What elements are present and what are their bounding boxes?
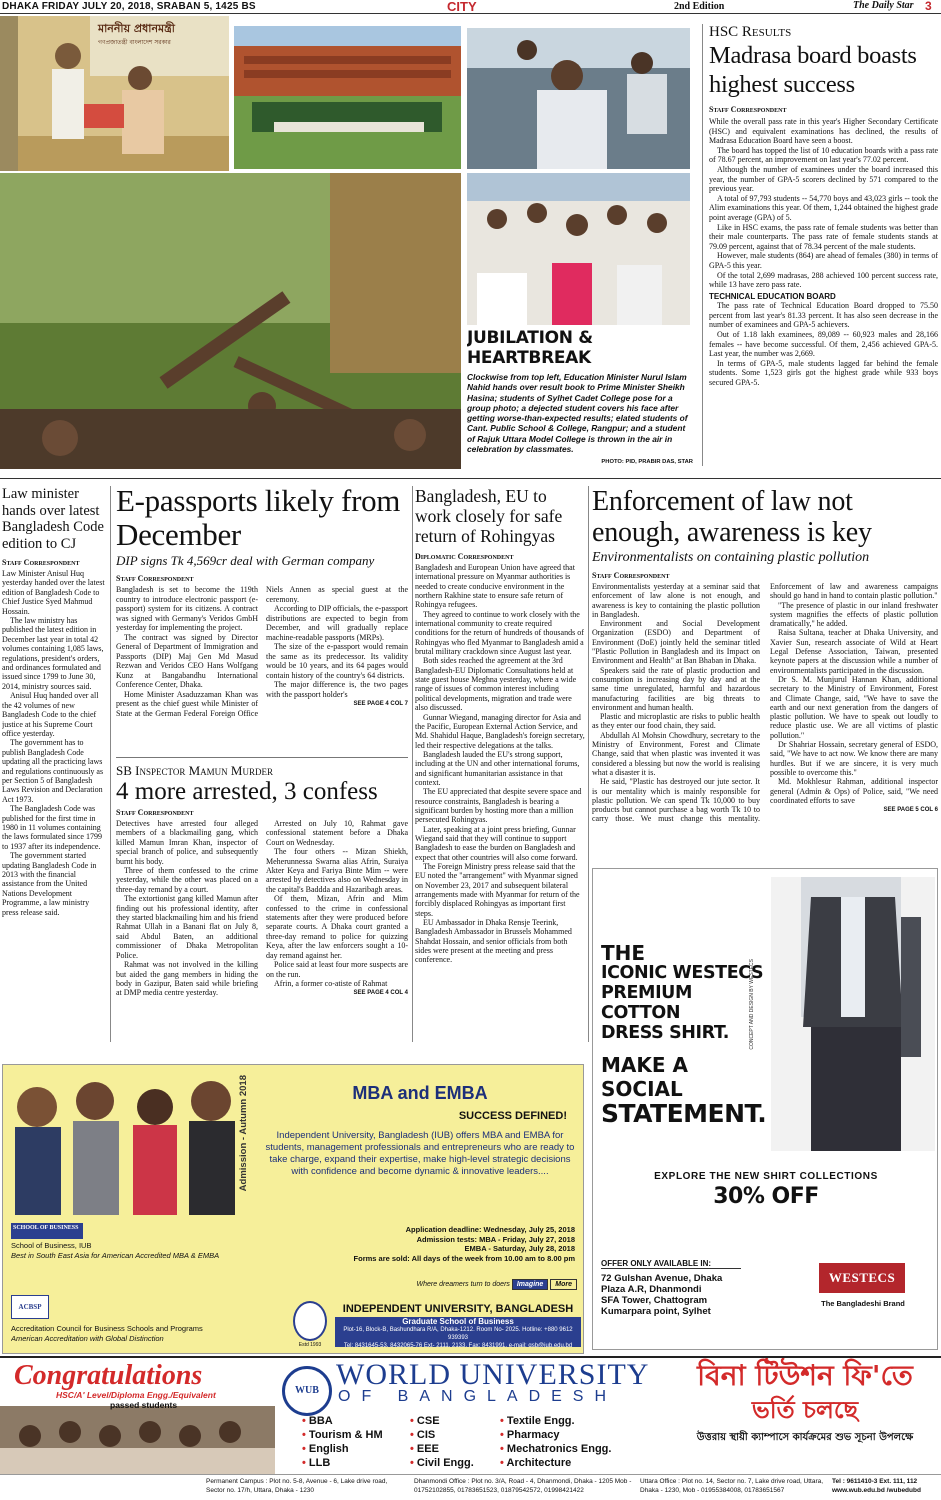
wub-program: • Pharmacy (500, 1429, 560, 1441)
plastic-paragraph: Environmentalists yesterday at a seminar said that enforcement of law alone is not enough, and awareness is key to containing the plastic pollution in Bangladesh. (592, 582, 760, 619)
wub-passed: passed students (110, 1400, 178, 1410)
iub-grad-school: Graduate School of Business (402, 1317, 514, 1326)
column-rule (412, 486, 413, 1042)
eu-headline: Bangladesh, EU to work closely for safe return of Rohingyas (415, 486, 563, 546)
more-label: More (550, 1279, 577, 1290)
photo-credit: PHOTO: PID, PRABIR DAS, STAR (601, 459, 693, 466)
plastic-byline: Staff Correspondent (592, 571, 670, 580)
acbsp-logo: ACBSP (11, 1295, 49, 1319)
hsc-paragraph: A total of 97,793 students -- 54,770 boys and 43,023 girls -- took the Alim examinations this year. Of them, 1,244 obtained the highest grade point average (GPA) of 5. (709, 193, 938, 222)
westecs-location: SFA Tower, Chattogram (601, 1295, 708, 1306)
westecs-ad (592, 868, 938, 1350)
westecs-line-4: DRESS SHIRT. (601, 1023, 730, 1043)
iub-logo (293, 1301, 327, 1341)
iub-accred-line-1: Accreditation Council for Business Schools and Programs (11, 1324, 203, 1333)
eu-paragraph: Both sides reached the agreement at the 3rd Bangladesh-EU Diplomatic Consultations held at state guest house Meghna yesterday, where a wide range of issues of common interest including political developments, migration and trade were also discussed. (415, 656, 577, 713)
plastic-paragraph: Raisa Sultana, teacher at Dhaka University, and Xavier Sun, research associate of Wild at Heart Legal Defense Association, Taiwan, presented keynote papers at the discussion while a number of environmentalists participated in the discussion. (770, 628, 938, 675)
mamun-byline: Staff Correspondent (116, 808, 194, 817)
westecs-line-2: ICONIC WESTECS (601, 963, 764, 983)
dateline: DHAKA FRIDAY JULY 20, 2018, SRABAN 5, 1425 BS (2, 1, 256, 12)
iub-emba-test: EMBA - Saturday, July 28, 2018 (464, 1244, 575, 1253)
iub-forms: Forms are sold: All days of the week from 10.00 am to 8.00 pm (353, 1253, 575, 1263)
mamun-paragraph: Rahmat was not involved in the killing but aided the gang members in hiding the body in Gazipur, Baten said while briefing at DMP media centre yesterday. (116, 960, 258, 998)
wub-congrats: Congratulations (14, 1360, 203, 1391)
section-name: CITY (447, 0, 477, 14)
wub-ad (0, 1356, 941, 1500)
hsc-kicker: HSC Results (709, 24, 792, 40)
iub-address-bar (335, 1317, 581, 1347)
epass-continued: SEE PAGE 4 COL 7 (353, 701, 408, 707)
wub-program: • Textile Engg. (500, 1415, 575, 1427)
eu-paragraph: They agreed to continue to work closely with the international community to create required conditions for the return of hundreds of thousands of Rohingyas who fled Myanmar to Bangladesh amid a brutal military crackdown since August last year. (415, 609, 584, 657)
law-story (2, 486, 106, 1046)
plastic-paragraph: Md. Mokhlesur Rahman, additional inspector general (Admin & Ops) of Police, said, "We need coordinated efforts to save (770, 777, 938, 805)
hsc-story (709, 24, 938, 469)
hsc-byline: Staff Correspondent (709, 105, 787, 114)
wub-footer-uttara: Uttara Office : Plot no. 14, Sector no. 7, Lake drive road, Uttara, Dhaka - 1230, Mob - 01955384008, 01783651567 (640, 1478, 824, 1494)
banner-text-1: মাননীয় প্রধানমন্ত্রী (98, 22, 175, 35)
iub-school-line-1: School of Business, IUB (11, 1241, 92, 1250)
photo-pm-handover (0, 16, 229, 171)
column-rule (588, 486, 589, 1042)
westecs-line-5: MAKE A SOCIAL (601, 1053, 688, 1101)
iub-school-line-2: Best in South East Asia for American Accredited MBA & EMBA (11, 1251, 220, 1260)
wub-program: • BBA (302, 1415, 333, 1427)
plastic-paragraph: Abdullah Al Mohsin Chowdhury, secretary to the Ministry of Environment, Forest and Climate Change, said that when plastic was invented it was considered a blessing but now the world is realising what a disaster it is. (592, 730, 760, 777)
law-paragraph: The Bangladesh Code was published for the first time in 1980 in 11 volumes containing the laws formulated since 1799 to 1937 after its independence. (2, 804, 102, 851)
wub-bangla-line-2: ভর্তি চলছে (751, 1396, 859, 1424)
jubilation-caption-block (467, 328, 693, 470)
iub-school-logo: SCHOOL OF BUSINESS (11, 1223, 83, 1239)
photo-cadet-college (234, 26, 461, 169)
eu-paragraph: Bangladesh and European Union have agreed that international pressure on Myanmar authorities is needed to create conducive environment in the northern Rakhine state to ensure safe return of Rohingya refugees. (415, 563, 575, 610)
imagine-label: Imagine (512, 1279, 548, 1290)
wub-programs-col-3 (500, 1414, 630, 1470)
mamun-continued: SEE PAGE 4 COL 4 (353, 990, 408, 997)
eu-paragraph: EU Ambassador in Dhaka Rensje Teerink, Bangladesh Ambassador in Brussels Mohammed Shahdat Hossain, and senior officials from both sides were present at the meeting and press conference. (415, 918, 572, 965)
plastic-paragraph: He said, "Plastic has destroyed our jute sector. It is our mentality which is mainly responsible for plastic pollution. We can spend Tk 10,000 to buy products but cannot purchase a bag worth Tk 10 to carry those. We must change this mentality. Enforcement of law and awareness campaigns should go hand in hand to contain plastic pollution." (592, 582, 938, 824)
eu-paragraph: Gunnar Wiegand, managing director for Asia and the Pacific, European External Action Service, and Md. Shahidul Haque, Bangladesh's foreign secretary, led their respective delegations at the talks. (415, 712, 585, 750)
edition-label: 2nd Edition (674, 1, 725, 12)
epass-deck: DIP signs Tk 4,569cr deal with German company (116, 553, 375, 568)
wub-bangla-line-3: উত্তরায় স্থায়ী ক্যাম্পাসে কার্যক্রমের শুভ সূচনা উপলক্ষে (696, 1432, 914, 1443)
column-rule (702, 24, 703, 466)
jubilation-caption: Clockwise from top left, Education Minister Nurul Islam Nahid hands over result book to Prime Minister Sheikh Hasina; students of Sylhet Cadet College pose for a group photo; a dejected student covers his face after getting worse-than-expected results; elated students of Cant. Public School & College, Rangpur; and a student of Rajuk Uttara Model College is thrown in the air in celebration by classmates. (467, 372, 688, 455)
law-paragraph: Law Minister Anisul Huq yesterday handed over the latest edition of Bangladesh Code to Chief Justice Syed Mahmud Hossain. (2, 569, 105, 616)
wub-logo: WUB (282, 1366, 332, 1416)
iub-accred-line-2: American Accreditation with Global Distinction (11, 1333, 164, 1343)
westecs-side-text: CONCEPT AND DESIGN BY WESTECS (749, 959, 755, 1050)
westecs-available: OFFER ONLY AVAILABLE IN: (601, 1259, 741, 1269)
iub-ad (2, 1064, 584, 1354)
wub-footer-campus: Permanent Campus : Plot no. 5-8, Avenue - 6, Lake drive road, Sector no. 17/h, Uttara, Dhaka - 1230 (206, 1478, 388, 1494)
wub-programs-col-1 (302, 1414, 394, 1470)
mamun-paragraph: Of them, Mizan, Afrin and Mim confessed to the crime in confessional statements after they were produced before separate courts. A Dhaka court granted a three-day remand to police for quizzing Keya, after the law enforcers sought a 10-day remand against her. (266, 894, 408, 960)
westecs-line-3: PREMIUM COTTON (601, 983, 693, 1023)
plastic-paragraph: Dr S. M. Munjurul Hannan Khan, additional secretary to the Ministry of Environment, Forest and Climate Change, said, "We have to save the earth and our next generation from the dangers of plastic pollution. We have to speak out loudly to reduce plastic use. We are all victims of plastic pollution." (770, 674, 938, 740)
mamun-kicker: SB Inspector Mamun Murder (116, 763, 273, 778)
mamun-story (116, 763, 408, 1045)
law-paragraph: The government started updating Bangladesh Code in 2013 with the financial assistance from the United Nations Development Programme, a law ministry press release said. (2, 851, 97, 917)
westecs-model-photo (771, 877, 935, 1151)
epass-paragraph: Bangladesh is set to become the 119th country to introduce electronic passport (e-passport) system for its citizens. A contract was signed with Germany's Veridos GmbH yesterday for implementing the project. (116, 585, 258, 632)
hsc-paragraph: Out of 1.18 lakh examinees, 89,089 -- 60,923 males and 28,166 females -- have become successful. Of them, 2,456 achieved GPA-5. Last year, the number was 2,669. (709, 330, 938, 359)
jubilation-title: JUBILATION & HEARTBREAK (467, 328, 593, 368)
westecs-explore: EXPLORE THE NEW SHIRT COLLECTIONS (654, 1171, 878, 1182)
page-number: 3 (925, 0, 932, 13)
wub-congrats-sub: HSC/A' Level/Diploma Engg./Equivalent (56, 1390, 216, 1400)
iub-subtitle: SUCCESS DEFINED! (458, 1110, 567, 1122)
westecs-line-6: STATEMENT. (601, 1099, 767, 1127)
westecs-line-1: THE (601, 943, 646, 965)
law-headline: Law minister hands over latest Bangladesh Code edition to CJ (2, 486, 104, 552)
eu-paragraph: The EU appreciated that despite severe space and resource constraints, Bangladesh is bearing a significant burden by hosting more than a million persecuted Rohingyas. (415, 787, 582, 825)
law-byline: Staff Correspondent (2, 558, 80, 567)
epass-paragraph: Home Minister Asaduzzaman Khan was present as the chief guest while Minister of State at the German Federal Foreign Office Niels Annen as special guest at the ceremony. (116, 585, 408, 718)
wub-programs-col-2 (410, 1414, 500, 1470)
epass-paragraph: The size of the e-passport would remain the same as its predecessor. Its validity would be 10 years, and its 64 pages would contain history of the country's 64 districts. (266, 642, 408, 680)
iub-tagline: Where dreamers turn to doers (416, 1281, 510, 1288)
epass-paragraph: According to DIP officials, the e-passport distributions are expected to begin from December, and will gradually replace machine-readable passports (MRPs). (266, 604, 408, 642)
epass-headline: E-passports likely from December (116, 484, 401, 552)
story-divider (116, 757, 408, 758)
iub-tagline-row (383, 1279, 577, 1290)
westecs-logo: WESTECS (819, 1263, 905, 1293)
westecs-location: Kumarpara point, Sylhet (601, 1306, 711, 1317)
hsc-headline: Madrasa board boasts highest success (709, 42, 917, 98)
plastic-story (592, 486, 938, 866)
iub-side-text: Admission - Autumn 2018 (238, 1075, 249, 1192)
section-divider (0, 478, 941, 479)
law-paragraph: The law ministry has published the latest edition in December last year in total 42 volumes containing 1,085 laws, regulations, president's orders, and ordinances formulated and issued since 1799 to June 30, 2014, ministry sources said. (2, 616, 104, 691)
wub-program: • English (302, 1443, 349, 1455)
iub-dates-block (265, 1225, 575, 1263)
plastic-paragraph: Environment and Social Development Organization (ESDO) and Department of Environment (DoE) jointly held the seminar titled "Plastic Pollution in Bangladesh and its Impact on Environment and Health" at Ban Bhaban in Dhaka. (592, 619, 760, 666)
hsc-paragraph: However, male students (864) are ahead of females (380) in terms of GPA-5 this year. (709, 251, 938, 270)
mamun-paragraph: The extortionist gang killed Mamun after finding out his professional identity, after they started blackmailing him and his friend Rahmat Ullah in a Banani flat on July 8, said Abdul Baten, an additional commissioner of Dhaka Metropolitan Police. (116, 894, 258, 960)
iub-main-block (265, 1083, 575, 1178)
westecs-headline (601, 943, 771, 1127)
masthead (0, 0, 941, 14)
westecs-tagline: The Bangladeshi Brand (821, 1299, 905, 1308)
plastic-paragraph: Plastic and microplastic are risks to public health as they enter our food chain, they said. (592, 712, 760, 731)
wub-bangla-line-1: বিনা টিউশন ফি'তে (697, 1359, 913, 1392)
eu-paragraph: Bangladesh lauded the EU's strong support, including at the UN and other international forums, and significant humanitarian assistance in that context. (415, 749, 580, 787)
iub-address: Plot-16, Block-B, Bashundhara R/A, Dhaka-1212. Room No- 2025. Hotline: +880 9612 939393 (343, 1327, 573, 1341)
iub-estd: Estd 1993 (298, 1342, 322, 1348)
mamun-paragraph: Detectives have arrested four alleged members of a blackmailing gang, which killed Mamun Imran Khan, inspector of special branch of police, and subsequently burnt his body. (116, 819, 258, 866)
wub-program: • Civil Engg. (410, 1457, 474, 1469)
hsc-paragraph: Like in HSC exams, the pass rate of female students was better than their male counterparts. The pass rate of female students stands at 79.09 percent, against that of 78.34 percent of the male students. (709, 222, 938, 251)
westecs-location: Plaza A.R, Dhanmondi (601, 1284, 702, 1295)
photo-student-in-air (0, 173, 461, 469)
law-paragraph: The government has to publish Bangladesh Code updating all the practicing laws and regulations continuously as per Section 5 of Bangladesh Laws Revision and Declaration Act 1973. (2, 738, 104, 804)
photo-dejected-student (467, 28, 690, 169)
eu-story (415, 486, 585, 1046)
wub-footer-dhanmondi: Dhanmondi Office : Plot no. 3/A, Road - 4, Dhanmondi, Dhaka - 1205 Mob - 01752102855, 01783651523, 01879542572, 01998421422 (414, 1478, 632, 1494)
wub-program: • Architecture (500, 1457, 572, 1469)
eu-paragraph: Later, speaking at a joint press briefing, Gunnar Wiegand said that they will continue to support Bangladesh to ease the burden on Bangladesh and expect that other countries will also come forward. (415, 824, 578, 862)
wub-program: • CSE (410, 1415, 440, 1427)
law-paragraph: Anisul Huq handed over all the 42 volumes of new Bangladesh Code to the chief justice at his Supreme Court office yesterday. (2, 691, 99, 738)
iub-title: MBA and EMBA (352, 1083, 488, 1103)
plastic-deck: Environmentalists on containing plastic pollution (592, 550, 870, 565)
mamun-paragraph: The four others -- Mizan Shiekh, Meherunnessa Swarna alias Afrin, Suraiya Akter Keya and Fariya Binte Mim -- were arrested by detectives also on Wednesday in the capital's Baddda and Hazaribagh areas. (266, 847, 408, 894)
iub-university-name: INDEPENDENT UNIVERSITY, BANGLADESH (342, 1303, 574, 1315)
wub-name-line-1: WORLD UNIVERSITY (336, 1360, 650, 1390)
iub-deadline: Application deadline: Wednesday, July 25, 2018 (405, 1225, 575, 1234)
mamun-paragraph: Three of them confessed to the crime yesterday, while the other was placed on a three-day remand by a court. (116, 866, 258, 894)
mamun-paragraph: Arrested on July 10, Rahmat gave confessional statement before a Dhaka Court on Wednesday. (266, 819, 408, 847)
plastic-paragraph: Dr Shahriar Hossain, secretary general of ESDO, said, "We have to act now. We know there are many hurdles. But if we are sincere, it is very much possible to overcome this." (770, 740, 938, 777)
photo-rangpur-students (467, 173, 690, 325)
paper-name: The Daily Star (853, 0, 914, 11)
column-rule (110, 486, 111, 1042)
mamun-paragraph: Police said at least four more suspects are on the run. (266, 960, 408, 979)
hsc-paragraph: Although the number of examinees under the board increased this year, the number of GPA-5 scorers declined by 571 compared to the previous year. (709, 164, 938, 194)
hsc-paragraph: In terms of GPA-5, male students lagged far behind the female students. Some 1,523 girls got the highest grade while 933 boys secured GPA-5. (709, 358, 938, 388)
epass-byline: Staff Correspondent (116, 574, 194, 583)
hsc-paragraph: The board has topped the list of 10 education boards with a pass rate of 78.67 percent, an improvement on last year's 77.02 percent. (709, 145, 938, 165)
plastic-paragraph: "The presence of plastic in our inland freshwater system magnifies the effects of plastic pollution dramatically," he added. (770, 600, 938, 629)
banner-text-2: গণপ্রজাতন্ত্রী বাংলাদেশ সরকার (98, 39, 171, 46)
iub-accred-block (11, 1324, 251, 1343)
iub-contact: Tel: 8431645-53, 8432065-76 Ext- 2111, 2133, Fax: 8431991. e-mail: gsb@iub.edu.bd (343, 1343, 573, 1347)
wub-footer (0, 1474, 941, 1500)
hsc-paragraph: Of the total 2,699 madrasas, 288 achieved 100 percent success rate, while 13 have zero pass rate. (709, 270, 938, 290)
epass-story (116, 484, 408, 754)
wub-program: • Tourism & HM (302, 1429, 383, 1441)
plastic-continued: SEE PAGE 5 COL 6 (883, 807, 938, 814)
westecs-locations (601, 1273, 761, 1317)
westecs-offer: 30% OFF (713, 1184, 819, 1209)
iub-side-text-box (238, 1075, 256, 1215)
iub-tests: Admission tests: MBA - Friday, July 27, 2018 (416, 1234, 575, 1244)
epass-paragraph: The contract was signed by Director General of Department of Immigration and Passports (DIP) Maj Gen Md Masud Rezwan and Veridos CEO Hans Wolfgang Kunz at Bangabandhu International Conference Center, Dhaka. (116, 632, 258, 689)
plastic-headline: Enforcement of law not enough, awareness is key (592, 486, 872, 548)
iub-description: Independent University, Bangladesh (IUB) offers MBA and EMBA for students, management professionals and entrepreneurs who are ready to take charge, expand their expertise, make high-level strategic decisions with confidence and become dynamic & innovative leaders.... (265, 1130, 575, 1177)
wub-name-line-2: OF BANGLADESH (338, 1388, 618, 1405)
iub-school-block (11, 1241, 241, 1261)
westecs-location: 72 Gulshan Avenue, Dhaka (601, 1273, 723, 1284)
mamun-headline: 4 more arrested, 3 confess (116, 778, 378, 805)
epass-paragraph: The major difference is, the two pages with the passport holder's (266, 680, 408, 699)
wub-program: • CIS (410, 1429, 436, 1441)
wub-program: • Mechatronics Engg. (500, 1443, 612, 1455)
mamun-paragraph: Afrin, a former co-atiste of Rahmat (274, 978, 388, 988)
hsc-subhead: TECHNICAL EDUCATION BOARD (709, 291, 836, 301)
eu-paragraph: The Foreign Ministry press release said that the EU noted the "arrangement" with Myanmar signed on November 23, 2017 and subsequent bilateral arrangements made with Myanmar for return of the forcibly displaced Rohingyas as important first steps. (415, 862, 580, 918)
plastic-paragraph: Speakers said the rate of plastic production and consumption is increasing day by day and at the same time unregulated, harmful and hazardous manufacturing facilities are big threats to environment and human health. (592, 665, 760, 712)
iub-people-photo (3, 1065, 239, 1215)
hsc-paragraph: While the overall pass rate in this year's Higher Secondary Certificate (HSC) and equivalent examinations has declined, the results of Madrasa Education Board have seen a boost. (709, 117, 938, 146)
wub-program: • LLB (302, 1457, 331, 1469)
wub-footer-contact: Tel : 9611410-3 Ext. 111, 112 www.wub.edu.bd /wubedubd (832, 1478, 921, 1494)
wub-program: • EEE (410, 1443, 439, 1455)
hsc-paragraph: The pass rate of Technical Education Board dropped to 75.50 percent from last year's 81.33 percent. It has also seen decrease in the number of examinees and GPA-5 achievers. (709, 301, 938, 330)
eu-byline: Diplomatic Correspondent (415, 552, 514, 561)
